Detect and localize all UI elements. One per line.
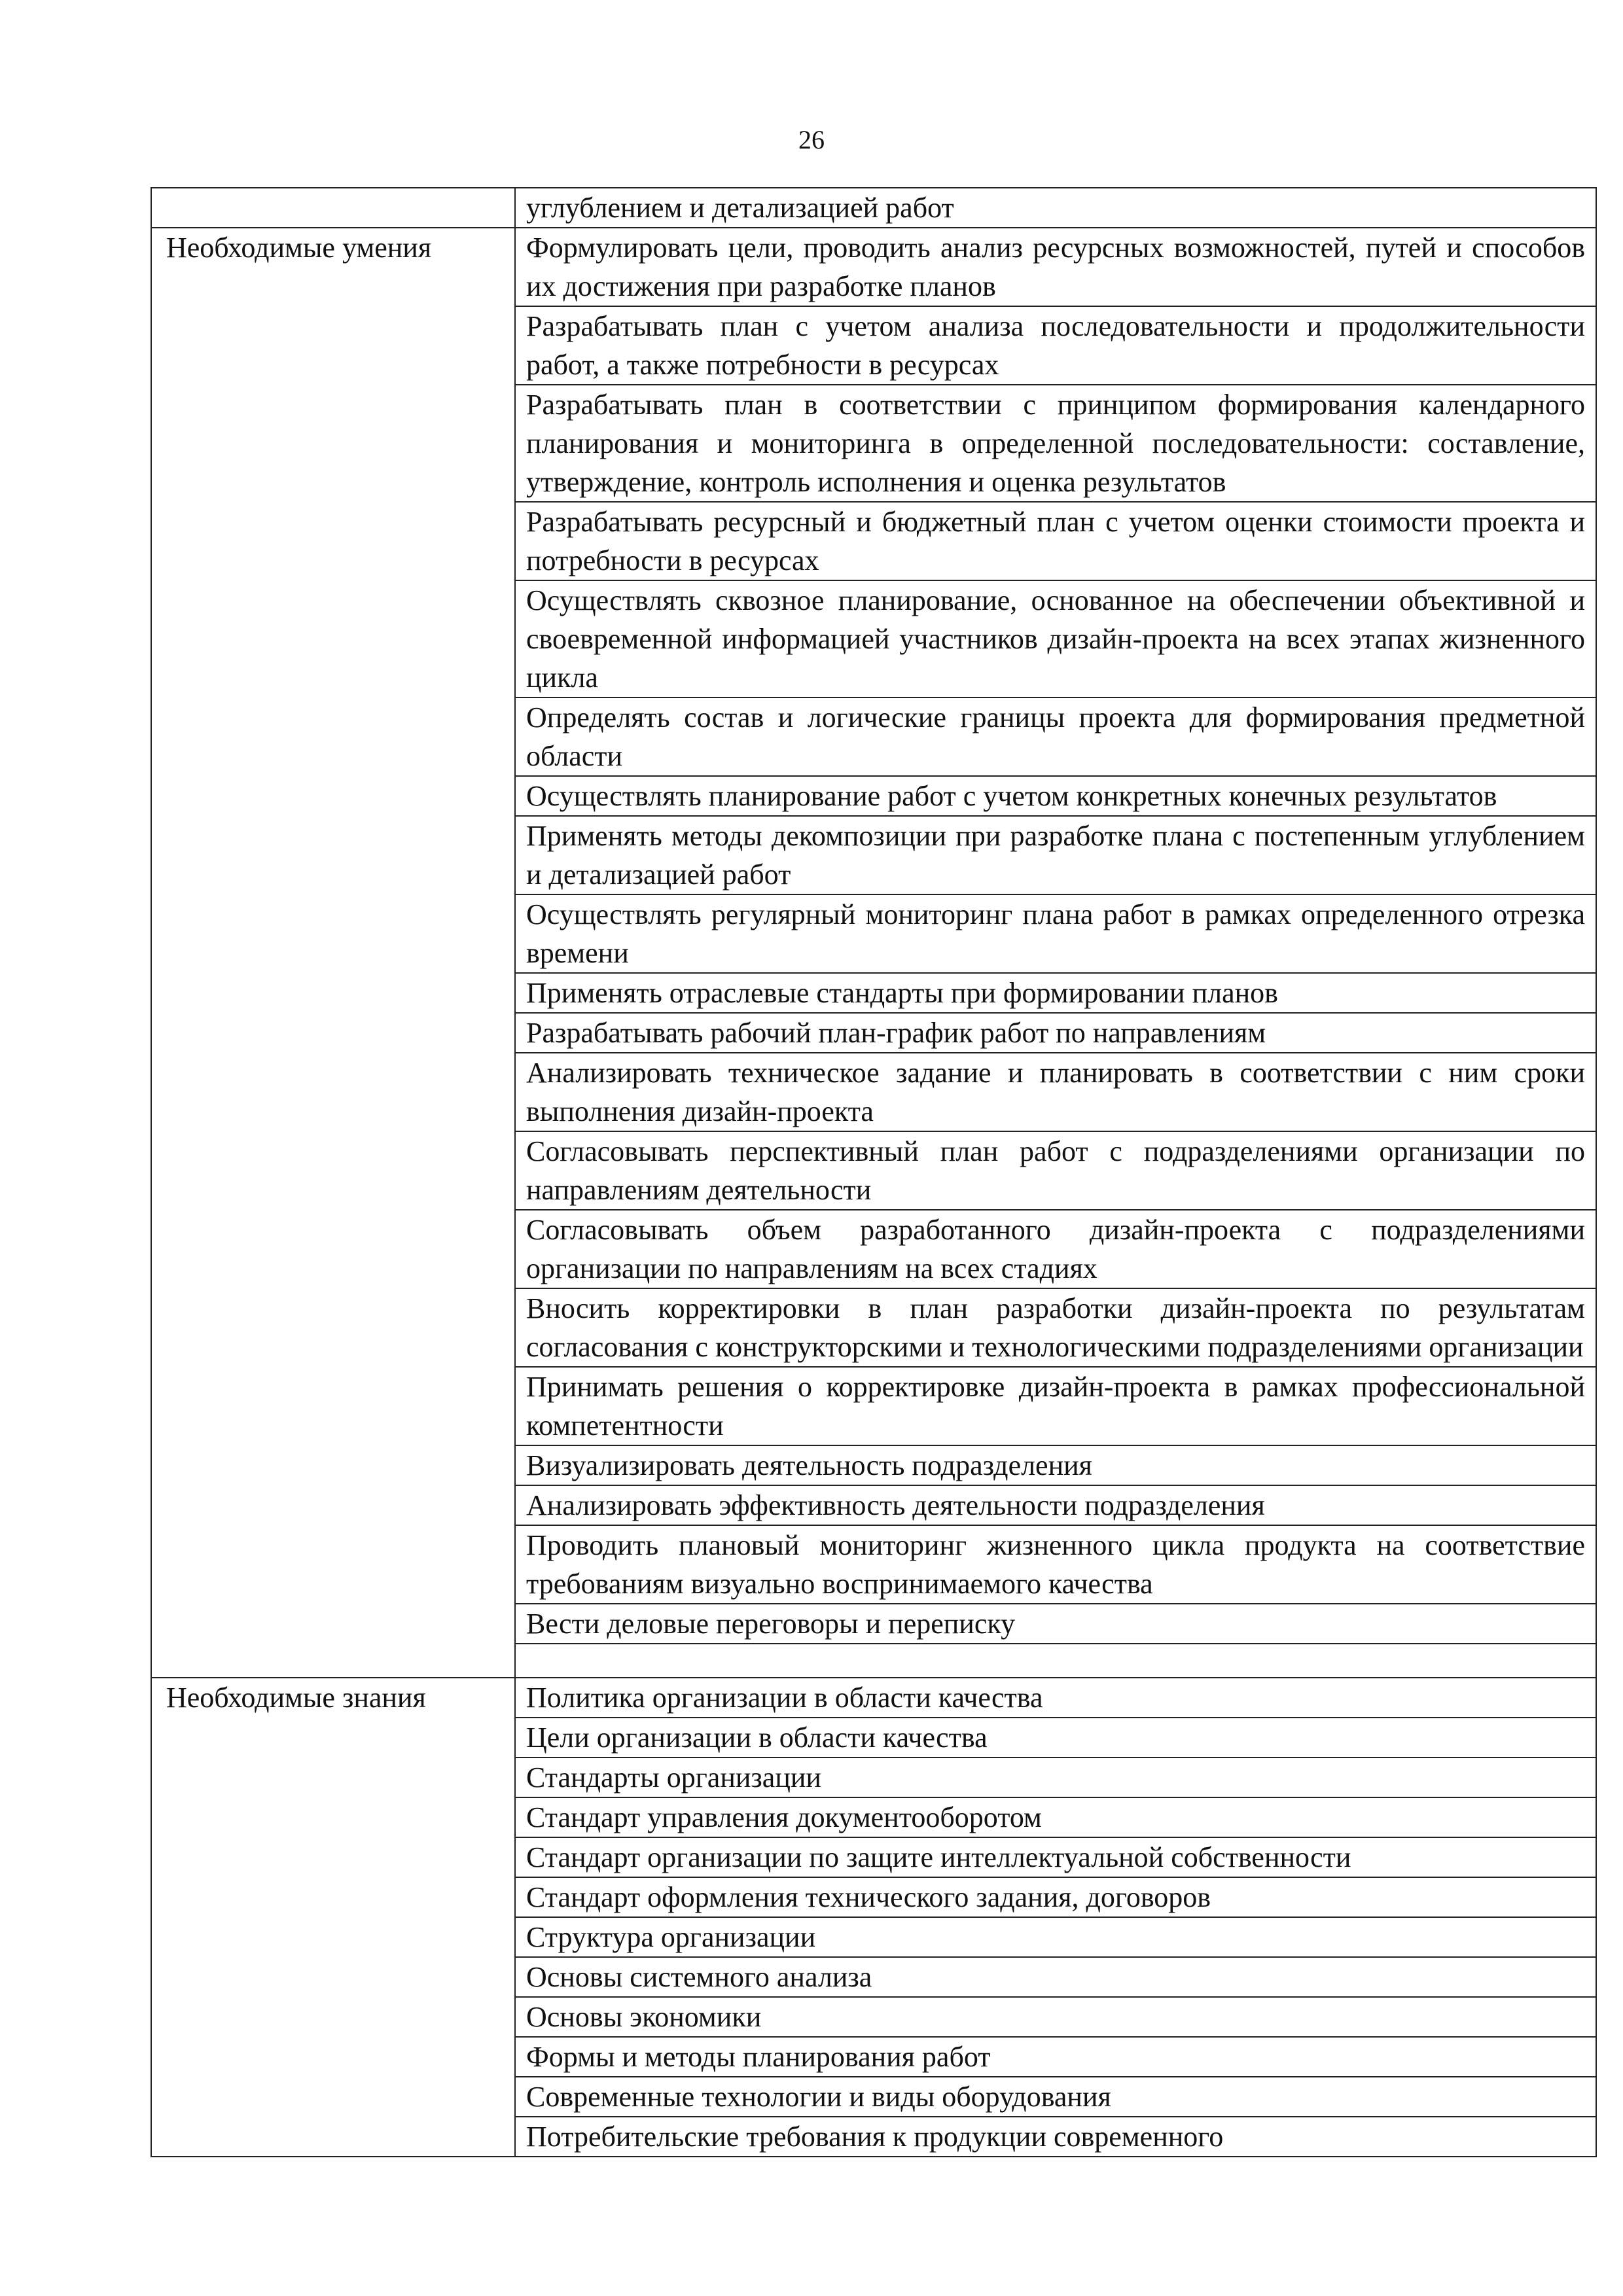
skills-item: Проводить плановый мониторинг жизненного цикла продукта на соответствие требованиям визуально воспринимаемого качества bbox=[515, 1525, 1596, 1604]
knowledge-item: Основы экономики bbox=[515, 1997, 1596, 2037]
skills-item: Согласовывать объем разработанного дизайн-проекта с подразделениями организации по направлениям на всех стадиях bbox=[515, 1210, 1596, 1288]
knowledge-label: Необходимые знания bbox=[151, 1678, 515, 2157]
knowledge-item: Основы системного анализа bbox=[515, 1957, 1596, 1997]
knowledge-item: Цели организации в области качества bbox=[515, 1718, 1596, 1757]
skills-item: Осуществлять планирование работ с учетом конкретных конечных результатов bbox=[515, 776, 1596, 816]
skills-item: Осуществлять регулярный мониторинг плана работ в рамках определенного отрезка времени bbox=[515, 894, 1596, 973]
skills-item: Разрабатывать рабочий план-график работ по направлениям bbox=[515, 1013, 1596, 1053]
skills-item: Вносить корректировки в план разработки дизайн-проекта по результатам согласования с конструкторскими и технологическими подразделениями организации bbox=[515, 1288, 1596, 1367]
skills-label: Необходимые умения bbox=[151, 228, 515, 1678]
knowledge-item: Стандарт организации по защите интеллектуальной собственности bbox=[515, 1837, 1596, 1877]
knowledge-item: Потребительские требования к продукции современного bbox=[515, 2117, 1596, 2157]
competency-table bbox=[151, 187, 1597, 2157]
skills-item: Осуществлять сквозное планирование, основанное на обеспечении объективной и своевременной информацией участников дизайн-проекта на всех этапах жизненного цикла bbox=[515, 580, 1596, 698]
knowledge-row bbox=[151, 1678, 1596, 1718]
page-number: 26 bbox=[798, 125, 825, 154]
empty-cell bbox=[515, 1644, 1596, 1678]
continuation-text: углублением и детализацией работ bbox=[515, 188, 1596, 228]
skills-item: Формулировать цели, проводить анализ ресурсных возможностей, путей и способов их достижения при разработке планов bbox=[515, 228, 1596, 306]
continuation-label-cell bbox=[151, 188, 515, 228]
skills-item: Применять методы декомпозиции при разработке плана с постепенным углублением и детализацией работ bbox=[515, 816, 1596, 894]
skills-item: Разрабатывать план с учетом анализа последовательности и продолжительности работ, а также потребности в ресурсах bbox=[515, 306, 1596, 385]
skills-item: Вести деловые переговоры и переписку bbox=[515, 1604, 1596, 1644]
skills-row bbox=[151, 228, 1596, 306]
knowledge-item: Стандарты организации bbox=[515, 1757, 1596, 1797]
skills-item: Применять отраслевые стандарты при формировании планов bbox=[515, 973, 1596, 1013]
skills-item: Анализировать техническое задание и планировать в соответствии с ним сроки выполнения дизайн-проекта bbox=[515, 1053, 1596, 1131]
knowledge-item: Современные технологии и виды оборудования bbox=[515, 2077, 1596, 2117]
skills-item: Определять состав и логические границы проекта для формирования предметной области bbox=[515, 698, 1596, 776]
skills-item: Принимать решения о корректировке дизайн-проекта в рамках профессиональной компетентности bbox=[515, 1367, 1596, 1445]
knowledge-item: Политика организации в области качества bbox=[515, 1678, 1596, 1718]
knowledge-item: Структура организации bbox=[515, 1917, 1596, 1957]
skills-item: Согласовывать перспективный план работ с подразделениями организации по направлениям деятельности bbox=[515, 1131, 1596, 1210]
knowledge-item: Формы и методы планирования работ bbox=[515, 2037, 1596, 2077]
knowledge-item: Стандарт оформления технического задания, договоров bbox=[515, 1877, 1596, 1917]
skills-item: Визуализировать деятельность подразделения bbox=[515, 1445, 1596, 1485]
skills-item: Разрабатывать план в соответствии с принципом формирования календарного планирования и мониторинга в определенной последовательности: составление, утверждение, контроль исполнения и оценка результатов bbox=[515, 385, 1596, 502]
continuation-row bbox=[151, 188, 1596, 228]
knowledge-item: Стандарт управления документооборотом bbox=[515, 1797, 1596, 1837]
skills-item: Разрабатывать ресурсный и бюджетный план с учетом оценки стоимости проекта и потребности в ресурсах bbox=[515, 502, 1596, 580]
skills-item: Анализировать эффективность деятельности подразделения bbox=[515, 1485, 1596, 1525]
